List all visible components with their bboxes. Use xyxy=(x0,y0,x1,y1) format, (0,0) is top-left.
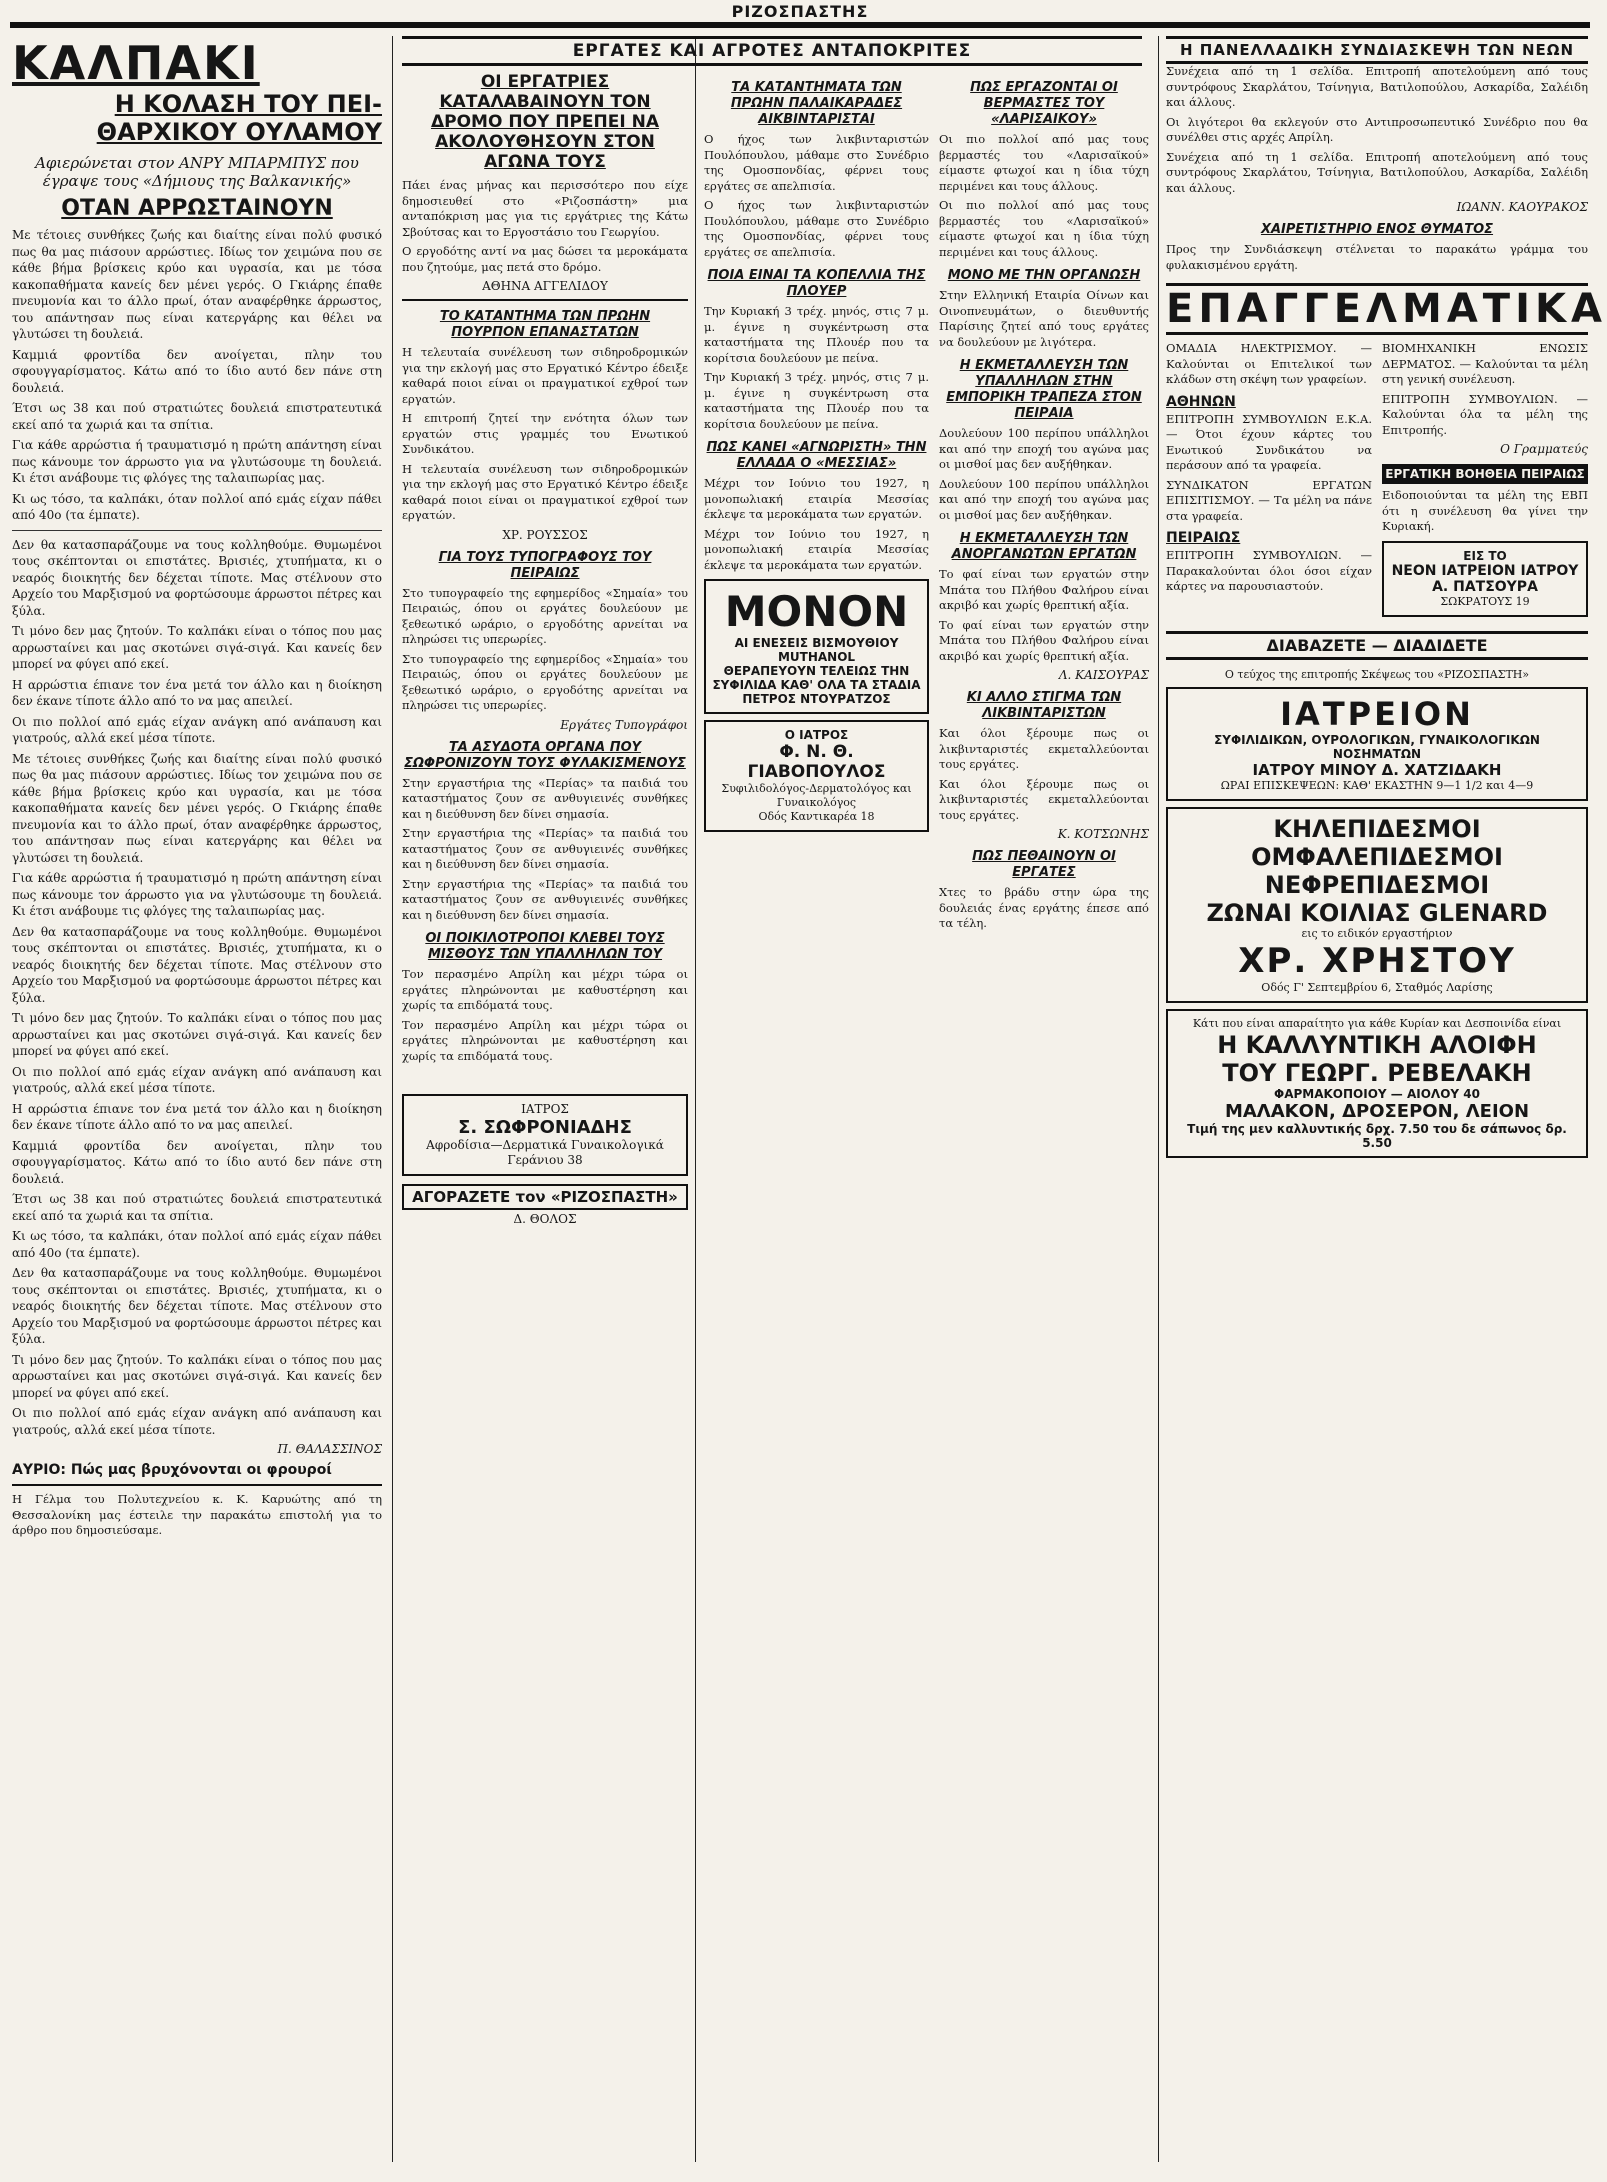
buy-rizospastis-note: ΑΓΟΡΑΖΕΤΕ τον «ΡΙΖΟΣΠΑΣΤΗ» xyxy=(402,1184,688,1210)
paragraph: Η τελευταία συνέλευση των σιδηροδρομικών για την εκλογή μας στο Εργατικό Κέντρο έδειξε καθαρά ποιοι είναι οι πραγματικοί εχθροί των εργατών. xyxy=(402,345,688,406)
divider xyxy=(12,530,382,531)
section-heading: ΟΤΑΝ ΑΡΡΩΣΤΑΙΝΟΥΝ xyxy=(61,196,333,221)
tomorrow-note: ΑΥΡΙΟ: Πώς μας βρυχόνονται οι φρουροί xyxy=(12,1462,332,1478)
article-headline: ΧΑΙΡΕΤΙΣΤΗΡΙΟ ΕΝΟΣ ΘΥΜΑΤΟΣ xyxy=(1260,222,1494,237)
paragraph: Δεν θα κατασπαράζουμε να τους κολληθούμε. Θυμωμένοι τους σκέπτονται οι επιστάτες. Βρισιές, χτυπήματα, κι ο νεαρός διοικητής δεν δέχεται τίποτε. Μας στέλνουν στο Αρχείο του Μαρξισμού να φορτώσουμε άρρωστοι πέτρες και ξύλα. xyxy=(12,924,382,1005)
notice: ΣΥΝΔΙΚΑΤΟΝ ΕΡΓΑΤΩΝ ΕΠΙΣΙΤΙΣΜΟΥ. — Τα μέλη να πάνε στα γραφεία. xyxy=(1166,477,1372,523)
ad-address: Οδός Γ' Σεπτεμβρίου 6, Σταθμός Λαρίσης xyxy=(1261,980,1493,994)
paragraph: Έτσι ως 38 και πού στρατιώτες δουλειά επιστρατευτικά εκεί από τα χωριά και τα σπίτια. xyxy=(12,401,382,432)
ad-line: ΖΩΝΑΙ ΚΟΙΛΙΑΣ GLENARD xyxy=(1206,898,1548,927)
paragraph: Τον περασμένο Απρίλη και μέχρι τώρα οι εργάτες πληρώνονται με καθυστέρηση και χωρίς τα επιδόματά τους. xyxy=(402,967,688,1012)
ad-title: ΤΟΥ ΓΕΩΡΓ. ΡΕΒΕΛΑΚΗ xyxy=(1222,1058,1532,1087)
column-kalpaki xyxy=(12,36,382,2172)
author-signature: Εργάτες Τυπογράφοι xyxy=(560,717,688,732)
notices-left xyxy=(1166,341,1372,623)
paragraph: Οι πιο πολλοί από εμάς είχαν ανάγκη από ανάπαυση και γιατρούς, αλλά εκεί μέσα τίποτε. xyxy=(12,1064,382,1095)
ad-price: Τιμή της μεν καλλυντικής δρχ. 7.50 του δε σάπωνος δρ. 5.50 xyxy=(1187,1121,1567,1150)
professional-notices-title: ΕΠΑΓΓΕΛΜΑΤΙΚΑ xyxy=(1166,283,1588,335)
article-headline: ΤΑ ΑΣΥΔΟΤΑ ΟΡΓΑΝΑ ΠΟΥ ΣΩΦΡΟΝΙΖΟΥΝ ΤΟΥΣ ΦΥΛΑΚΙΣΜΕΝΟΥΣ xyxy=(404,739,686,771)
ad-line: ΟΜΦΑΛΕΠΙΔΕΣΜΟΙ xyxy=(1251,842,1503,871)
paragraph: Ο ήχος των λικβινταριστών Πουλόπουλου, μάθαμε στο Συνέδριο της Ομοσπονδίας, φέρνει τους εργάτες σε απελπισία. xyxy=(704,198,929,259)
column-rule xyxy=(1158,36,1159,2162)
ad-subtitle: ΑΙ ΕΝΕΣΕΙΣ ΒΙΣΜΟΥΘΙΟΥ MUTHANOL xyxy=(734,636,899,664)
article-headline: ΠΩΣ ΠΕΘΑΙΝΟΥΝ ΟΙ ΕΡΓΑΤΕΣ xyxy=(972,849,1116,880)
ad-title: Σ. ΣΩΦΡΟΝΙΑΔΗΣ xyxy=(458,1117,632,1138)
paragraph: Το φαί είναι των εργατών στην Μπάτα του Πλήθου Φαλήρου είναι ακριβό και χωρίς θρεπτική αξία. xyxy=(939,617,1149,663)
article-headline: ΚΙ ΑΛΛΟ ΣΤΙΓΜΑ ΤΩΝ ΛΙΚΒΙΝΤΑΡΙΣΤΩΝ xyxy=(966,690,1122,721)
author-signature: ΧΡ. ΡΟΥΣΣΟΣ xyxy=(502,527,588,542)
paragraph: Για κάθε αρρώστια ή τραυματισμό η πρώτη απάντηση είναι πως κάνουμε τον άρρωστο για να γλυτώσουμε τη δουλειά. Κι έτσι ανάβουμε τις φλόγες της ταλαιπωρίας μας. xyxy=(12,871,382,918)
ad-agent: ΠΕΤΡΟΣ ΝΤΟΥΡΑΤΖΟΣ xyxy=(742,692,891,706)
muthanol-ad xyxy=(704,579,929,714)
paragraph: Την Κυριακή 3 τρέχ. μηνός, στις 7 μ. μ. έγινε η συγκέντρωση στα καταστήματα της Πλουέρ που τα κορίτσια δουλεύουν με πείνα. xyxy=(704,304,929,365)
paragraph: Την Κυριακή 3 τρέχ. μηνός, στις 7 μ. μ. έγινε η συγκέντρωση στα καταστήματα της Πλουέρ που τα κορίτσια δουλεύουν με πείνα. xyxy=(704,370,929,431)
ad-text: εις το ειδικόν εργαστήριον xyxy=(1301,926,1453,940)
article-headline: ΠΩΣ ΕΡΓΑΖΟΝΤΑΙ ΟΙ ΒΕΡΜΑΣΤΕΣ ΤΟΥ «ΛΑΡΙΣΑΙΚΟΥ» xyxy=(970,80,1118,127)
paragraph: Καμμιά φροντίδα δεν ανοίγεται, πλην του σφουγγαρίσματος. Κάτω από το ίδιο αυτό δεν πάνε στη δουλειά. xyxy=(12,347,382,395)
hatzidakis-clinic-ad xyxy=(1166,687,1588,801)
ad-address: Οδός Καντικαρέα 18 xyxy=(758,810,875,823)
masthead-title: ΡΙΖΟΣΠΑΣΤΗΣ xyxy=(722,2,879,21)
article-headline: ΠΩΣ ΚΑΝΕΙ «ΑΓΝΩΡΙΣΤΗ» ΤΗΝ ΕΛΛΑΔΑ Ο «ΜΕΣΣΙΑΣ» xyxy=(706,440,927,471)
doctor-ad-sofroniadis xyxy=(402,1094,688,1176)
paragraph: Καμμιά φροντίδα δεν ανοίγεται, πλην του σφουγγαρίσματος. Κάτω από το ίδιο αυτό δεν πάνε στη δουλειά. xyxy=(12,1138,382,1186)
divider xyxy=(12,1484,382,1486)
paragraph: Με τέτοιες συνθήκες ζωής και διαίτης είναι πολύ φυσικό πως θα μας πιάσουν αρρώστιες. Ιδίως τον χειμώνα που σε κάθε βήμα βρίσκεις κρύο και υγρασία, και με τόσα κακοπαθήματα κανείς δεν μένει γερός. Ο Γκιάρης έπαθε πνευμονία και το άλλο πρωί, όταν αναφέρθηκε άρρωστος, του απάντησαν πως είναι κατεργάρης και θέλει να γλυτώσει τη δουλειά. xyxy=(12,751,382,865)
ad-label: ΕΙΣ ΤΟ xyxy=(1463,548,1507,563)
paragraph: Δουλεύουν 100 περίπου υπάλληλοι και από την εποχή του αγώνα μας οι μισθοί μας δεν αυξήθηκαν. xyxy=(939,476,1149,522)
masthead xyxy=(10,0,1590,28)
column-rule xyxy=(392,36,393,2162)
paragraph: Η Γέλμα του Πολυτεχνείου κ. Κ. Καρυώτης από τη Θεσσαλονίκη μας έστειλε την παρακάτω επιστολή για το άρθρο που δημοσιεύσαμε. xyxy=(12,1492,382,1537)
subcolumn-left xyxy=(704,72,929,936)
ad-label: Ο ΙΑΤΡΟΣ xyxy=(784,728,849,742)
paragraph: Δεν θα κατασπαράζουμε να τους κολληθούμε. Θυμωμένοι τους σκέπτονται οι επιστάτες. Βρισιές, χτυπήματα, κι ο νεαρός διοικητής δεν δέχεται τίποτε. Μας στέλνουν στο Αρχείο του Μαρξισμού να φορτώσουμε άρρωστοι πέτρες και ξύλα. xyxy=(12,1266,382,1346)
paragraph: Με τέτοιες συνθήκες ζωής και διαίτης είναι πολύ φυσικό πως θα μας πιάσουν αρρώστιες. Ιδίως τον χειμώνα που σε κάθε βήμα βρίσκεις κρύο και υγρασία, και με τόσα κακοπαθήματα κανείς δεν μένει γερός. Ο Γκιάρης έπαθε πνευμονία και το άλλο πρωί, όταν αναφέρθηκε άρρωστος, του απάντησαν πως είναι κατεργάρης και θέλει να γλυτώσει τη δουλειά. xyxy=(12,228,382,341)
ad-line: ΝΕΦΡΕΠΙΔΕΣΜΟΙ xyxy=(1264,870,1490,899)
divider xyxy=(402,299,688,301)
article-headline: ΤΑ ΚΑΤΑΝΤΗΜΑΤΑ ΤΩΝ ΠΡΩΗΝ ΠΑΛΑΙΚΑΡΑΔΕΣ ΑΙΚΒΙΝΤΑΡΙΣΤΑΙ xyxy=(730,80,903,127)
paragraph: Έτσι ως 38 και πού στρατιώτες δουλειά επιστρατευτικά εκεί από τα χωριά και τα σπίτια. xyxy=(12,1192,382,1223)
section-piraeus: ΠΕΙΡΑΙΩΣ xyxy=(1166,530,1241,546)
read-spread-banner: ΔΙΑΒΑΖΕΤΕ — ΔΙΑΔΙΔΕΤΕ xyxy=(1166,631,1588,660)
ad-subtitle: ΣΥΦΙΛΙΔΙΚΩΝ, ΟΥΡΟΛΟΓΙΚΩΝ, ΓΥΝΑΙΚΟΛΟΓΙΚΩΝ ΝΟΣΗΜΑΤΩΝ xyxy=(1214,732,1540,761)
paragraph: Στην εργαστήρια της «Περίας» τα παιδιά του καταστήματος ζουν σε ανθυγιεινές συνθήκες και η διεύθυνση δεν δίνει σημασία. xyxy=(402,826,688,871)
paragraph: Στην εργαστήρια της «Περίας» τα παιδιά του καταστήματος ζουν σε ανθυγιεινές συνθήκες και η διεύθυνση δεν δίνει σημασία. xyxy=(402,775,688,821)
article-headline: ΓΙΑ ΤΟΥΣ ΤΥΠΟΓΡΑΦΟΥΣ ΤΟΥ ΠΕΙΡΑΙΩΣ xyxy=(438,549,652,581)
ad-text: Συφιλιδολόγος-Δερματολόγος και Γυναικολόγος xyxy=(721,782,912,809)
notice: ΕΠΙΤΡΟΠΗ ΣΥΜΒΟΥΛΙΩΝ. — Καλούνται όλα τα μέλη της Επιτροπής. xyxy=(1382,391,1588,437)
paragraph: Οι πιο πολλοί από εμάς είχαν ανάγκη από ανάπαυση και γιατρούς, αλλά εκεί μέσα τίποτε. xyxy=(12,1406,382,1437)
article-headline: ΠΟΙΑ ΕΙΝΑΙ ΤΑ ΚΟΠΕΛΛΙΑ ΤΗΣ ΠΛΟΥΕΡ xyxy=(707,268,926,299)
paragraph: Δεν θα κατασπαράζουμε να τους κολληθούμε. Θυμωμένοι τους σκέπτονται οι επιστάτες. Βρισιές, χτυπήματα, κι ο νεαρός διοικητής δεν δέχεται τίποτε. Μας στέλνουν στο Αρχείο του Μαρξισμού να φορτώσουμε άρρωστοι πέτρες και ξύλα. xyxy=(12,537,382,618)
author-signature: ΑΘΗΝΑ ΑΓΓΕΛΙΔΟΥ xyxy=(482,279,608,293)
paragraph: Οι πιο πολλοί από μας τους βερμαστές του «Λαρισαϊκού» είμαστε φτωχοί και η ίδια τύχη περιμένει και τους άλλους. xyxy=(939,198,1149,259)
paragraph: Οι λιγότεροι θα εκλεγούν στο Αντιπροσωπευτικό Συνέδριο που θα συνέλθει στις αρχές Απρίλη. xyxy=(1166,114,1588,144)
paragraph: Η αρρώστια έπιανε τον ένα μετά τον άλλο και η διοίκηση δεν έκανε τίποτε άλλο από το να μας απειλεί. xyxy=(12,677,382,708)
paragraph: Η τελευταία συνέλευση των σιδηροδρομικών για την εκλογή μας στο Εργατικό Κέντρο έδειξε καθαρά ποιοι είναι οι πραγματικοί εχθροί των εργατών. xyxy=(402,461,688,522)
notice: ΟΜΑΔΙΑ ΗΛΕΚΤΡΙΣΜΟΥ. — Καλούνται οι Επιτελικοί των κλάδων στη σκέψη των γραφείων. xyxy=(1166,341,1372,386)
article-headline: ΟΙ ΕΡΓΑΤΡΙΕΣ ΚΑΤΑΛΑΒΑΙΝΟΥΝ ΤΟΝ ΔΡΟΜΟ ΠΟΥ ΠΡΕΠΕΙ ΝΑ ΑΚΟΛΟΥΘΗΣΟΥΝ ΣΤΟΝ ΑΓΩΝΑ ΤΟΥΣ xyxy=(430,72,660,172)
paragraph: Τι μόνο δεν μας ζητούν. Το καλπάκι είναι ο τόπος που μας αρρωσταίνει και μας σκοτώνει σιγά-σιγά. Και κανείς δεν μπορεί να φύγει από εκεί. xyxy=(12,624,382,671)
ad-address: ΣΩΚΡΑΤΟΥΣ 19 xyxy=(1440,594,1530,608)
ad-text: Κάτι που είναι απαραίτητο για κάθε Κυρίαν και Δεσποινίδα είναι xyxy=(1192,1016,1562,1030)
section-banner: ΕΡΓΑΤΕΣ ΚΑΙ ΑΓΡΟΤΕΣ ΑΝΤΑΠΟΚΡΙΤΕΣ xyxy=(402,36,1142,66)
notice: Ειδοποιούνται τα μέλη της ΕΒΠ ότι η συνέλευση θα γίνει την Κυριακή. xyxy=(1382,488,1588,533)
author-signature: Π. ΘΑΛΑΣΣΙΝΟΣ xyxy=(277,1442,382,1456)
paragraph: Μέχρι τον Ιούνιο του 1927, η μονοπωλιακή εταιρία Μεσσίας έκλεψε τα μεροκάματα των εργατών. xyxy=(704,476,929,521)
paragraph: Για κάθε αρρώστια ή τραυματισμό η πρώτη απάντηση είναι πως κάνουμε τον άρρωστο για να γλυτώσουμε τη δουλειά. Κι έτσι ανάβουμε τις φλόγες της ταλαιπωρίας μας. xyxy=(12,438,382,485)
paragraph: Τι μόνο δεν μας ζητούν. Το καλπάκι είναι ο τόπος που μας αρρωσταίνει και μας σκοτώνει σιγά-σιγά. Και κανείς δεν μπορεί να φύγει από εκεί. xyxy=(12,1011,382,1058)
author-signature: Δ. ΘΟΛΟΣ xyxy=(513,1212,577,1226)
column-rule xyxy=(695,36,696,2162)
ad-title: ΝΕΟΝ ΙΑΤΡΕΙΟΝ ΙΑΤΡΟΥ Α. ΠΑΤΣΟΥΡΑ xyxy=(1391,562,1579,595)
subcolumn-right xyxy=(939,72,1149,936)
paragraph: Και όλοι ξέρουμε πως οι λικβινταριστές εκμεταλλεύονται τους εργάτες. xyxy=(939,726,1149,771)
column-workers xyxy=(704,72,1149,2172)
author-signature: Κ. ΚΟΤΣΩΝΗΣ xyxy=(1057,827,1149,841)
paragraph: Στο τυπογραφείο της εφημερίδος «Σημαία» του Πειραιώς, όπου οι εργάτες δουλεύουν με ξεθεωτικό ωράριο, ο εργοδότης αρνείται να πληρώσει τις υπερωρίες. xyxy=(402,585,688,646)
ad-slogan: ΜΑΛΑΚΟΝ, ΔΡΟΣΕΡΟΝ, ΛΕΙΟΝ xyxy=(1224,1100,1530,1122)
notices-right xyxy=(1382,341,1588,623)
article-headline: Η ΕΚΜΕΤΑΛΛΕΥΣΗ ΤΩΝ ΥΠΑΛΛΗΛΩΝ ΣΤΗΝ ΕΜΠΟΡΙΚΗ ΤΡΑΠΕΖΑ ΣΤΟΝ ΠΕΙΡΑΙΑ xyxy=(946,358,1142,421)
ad-title: Φ. Ν. Θ. ΓΙΑΒΟΠΟΥΛΟΣ xyxy=(747,742,886,782)
ad-text: Ο τεύχος της επιτροπής Σκέψεως του «ΡΙΖΟΣΠΑΣΤΗ» xyxy=(1224,667,1530,681)
article-headline: ΤΟ ΚΑΤΑΝΤΗΜΑ ΤΩΝ ΠΡΩΗΝ ΠΟΥΡΠΟΝ ΕΠΑΝΑΣΤΑΤΩΝ xyxy=(439,309,651,340)
paragraph: Η επιτροπή ζητεί την ενότητα όλων των εργατών στις γραμμές του Ενωτικού Συνδικάτου. xyxy=(402,411,688,456)
column-split xyxy=(704,72,1149,936)
dedication: Αφιερώνεται στον ΑΝΡΥ ΜΠΑΡΜΠΥΣ που έγραψε τους «Δήμιους της Βαλκανικής» xyxy=(35,154,359,190)
author-signature: Λ. ΚΑΙΣΟΥΡΑΣ xyxy=(1058,668,1149,682)
ad-text: ΘΕΡΑΠΕΥΟΥΝ ΤΕΛΕΙΩΣ ΤΗΝ ΣΥΦΙΛΙΔΑ ΚΑΘ' ΟΛΑ ΤΑ ΣΤΑΔΙΑ xyxy=(712,664,921,692)
article-headline: Η ΠΑΝΕΛΛΑΔΙΚΗ ΣΥΝΔΙΑΣΚΕΨΗ ΤΩΝ ΝΕΩΝ xyxy=(1166,36,1588,64)
section-athens: ΑΘΗΝΩΝ xyxy=(1166,393,1236,410)
paragraph: Μέχρι τον Ιούνιο του 1927, η μονοπωλιακή εταιρία Μεσσίας έκλεψε τα μεροκάματα των εργατών. xyxy=(704,526,929,572)
author-signature: Ο Γραμματεύς xyxy=(1500,442,1588,456)
paragraph: Ο ήχος των λικβινταριστών Πουλόπουλου, μάθαμε στο Συνέδριο της Ομοσπονδίας, φέρνει τους εργάτες σε απελπισία. xyxy=(704,132,929,193)
article-headline: ΜΟΝΟ ΜΕ ΤΗΝ ΟΡΓΑΝΩΣΗ xyxy=(947,268,1141,283)
paragraph: Στο τυπογραφείο της εφημερίδος «Σημαία» του Πειραιώς, όπου οι εργάτες δουλεύουν με ξεθεωτικό ωράριο, ο εργοδότης αρνείται να πληρώσει τις υπερωρίες. xyxy=(402,651,688,712)
paragraph: Η αρρώστια έπιανε τον ένα μετά τον άλλο και η διοίκηση δεν έκανε τίποτε άλλο από το να μας απειλεί. xyxy=(12,1101,382,1132)
author-signature: ΙΩΑΝΝ. ΚΑΟΥΡΑΚΟΣ xyxy=(1456,200,1588,214)
notices-split xyxy=(1166,341,1588,623)
article-headline: ΟΙ ΠΟΙΚΙΛΟΤΡΟΠΟΙ ΚΛΕΒΕΙ ΤΟΥΣ ΜΙΣΘΟΥΣ ΤΩΝ ΥΠΑΛΛΗΛΩΝ ΤΟΥ xyxy=(425,931,665,962)
ad-title: ΙΑΤΡΕΙΟΝ xyxy=(1280,694,1474,733)
revelakis-ointment-ad xyxy=(1166,1009,1588,1158)
workers-aid-box: ΕΡΓΑΤΙΚΗ ΒΟΗΘΕΙΑ ΠΕΙΡΑΙΩΣ xyxy=(1382,464,1588,484)
paragraph: Κι ως τόσο, τα καλπάκι, όταν πολλοί από εμάς είχαν πάθει από 40ο (τα έμπατε). xyxy=(12,491,382,522)
paragraph: Οι πιο πολλοί από μας τους βερμαστές του «Λαρισαϊκού» είμαστε φτωχοί και η ίδια τύχη περιμένει και τους άλλους. xyxy=(939,132,1149,193)
paragraph: Στην εργαστήρια της «Περίας» τα παιδιά του καταστήματος ζουν σε ανθυγιεινές συνθήκες και η διεύθυνση δεν δίνει σημασία. xyxy=(402,876,688,922)
notice: ΒΙΟΜΗΧΑΝΙΚΗ ΕΝΩΣΙΣ ΔΕΡΜΑΤΟΣ. — Καλούνται τα μέλη στη γενική συνέλευση. xyxy=(1382,341,1588,386)
paragraph: Ο εργοδότης αντί να μας δώσει τα μεροκάματα που ζητούμε, μας πετά στο δρόμο. xyxy=(402,244,688,274)
ad-address: ΦΑΡΜΑΚΟΠΟΙΟΥ — ΑΙΟΛΟΥ 40 xyxy=(1274,1086,1480,1101)
ad-text: Αφροδίσια—Δερματικά Γυναικολογικά xyxy=(426,1138,664,1152)
paragraph: Συνέχεια από τη 1 σελίδα. Επιτροπή αποτελούμενη από τους συντρόφους Σκαρλάτου, Τσίνηγια, Βατιλοπούλου, Ασκαρίδα, Σαλέιδη και άλλους. xyxy=(1166,64,1588,109)
paragraph: Και όλοι ξέρουμε πως οι λικβινταριστές εκμεταλλεύονται τους εργάτες. xyxy=(939,776,1149,822)
column-right xyxy=(1166,36,1607,2172)
paragraph: Οι πιο πολλοί από εμάς είχαν ανάγκη από ανάπαυση και γιατρούς, αλλά εκεί μέσα τίποτε. xyxy=(12,714,382,745)
new-clinic-ad xyxy=(1382,541,1588,617)
paragraph: Δουλεύουν 100 περίπου υπάλληλοι και από την εποχή του αγώνα μας οι μισθοί μας δεν αυξήθηκαν. xyxy=(939,426,1149,471)
doctor-ad-giavopoulos xyxy=(704,720,929,832)
paragraph: Προς την Συνδιάσκεψη στέλνεται το παρακάτω γράμμα του φυλακισμένου εργάτη. xyxy=(1166,242,1588,272)
paragraph: Πάει ένας μήνας και περισσότερο που είχε δημοσιευθεί στο «Ριζοσπάστη» μια ανταπόκριση μας για τις εργάτριες της Κάτω Σβούτσας και το Εργοστάσιο του Γεωργίου. xyxy=(402,178,688,239)
bandages-ad xyxy=(1166,807,1588,1003)
notice: ΕΠΙΤΡΟΠΗ ΣΥΜΒΟΥΛΙΩΝ Ε.Κ.Α. — Ότοι έχουν κάρτες του Ενωτικού Συνδικάτου να περάσουν από τα γραφεία. xyxy=(1166,411,1372,472)
article-title: ΚΑΛΠΑΚΙ xyxy=(12,36,260,90)
ad-title: ΜΟΝΟΝ xyxy=(724,587,909,636)
notice: ΕΠΙΤΡΟΠΗ ΣΥΜΒΟΥΛΙΩΝ. — Παρακαλούνται όλοι όσοι είχαν κάρτες να παρουσιαστούν. xyxy=(1166,548,1372,593)
paragraph: Συνέχεια από τη 1 σελίδα. Επιτροπή αποτελούμενη από τους συντρόφους Σκαρλάτου, Τσίνηγια, Βατιλοπούλου, Ασκαρίδα, Σαλέιδη και άλλους. xyxy=(1166,149,1588,195)
paragraph: Χτες το βράδυ στην ώρα της δουλειάς ένας εργάτης έπεσε από τα τέλη. xyxy=(939,885,1149,930)
paragraph: Τον περασμένο Απρίλη και μέχρι τώρα οι εργάτες πληρώνονται με καθυστέρηση και χωρίς τα επιδόματά τους. xyxy=(402,1017,688,1063)
ad-label: ΙΑΤΡΟΣ xyxy=(521,1102,569,1116)
paragraph: Στην Ελληνική Εταιρία Οίνων και Οινοπνευμάτων, ο διευθυντής Παρίσιης ζητεί από τους εργάτες να δουλεύουν με λιγότερα. xyxy=(939,288,1149,349)
ad-brand: ΧΡ. ΧΡΗΣΤΟΥ xyxy=(1238,940,1516,981)
ad-line: ΚΗΛΕΠΙΔΕΣΜΟΙ xyxy=(1273,814,1481,843)
ad-hours: ΩΡΑΙ ΕΠΙΣΚΕΨΕΩΝ: ΚΑΘ' ΕΚΑΣΤΗΝ 9—1 1/2 και 4—9 xyxy=(1220,778,1534,792)
paragraph: Κι ως τόσο, τα καλπάκι, όταν πολλοί από εμάς είχαν πάθει από 40ο (τα έμπατε). xyxy=(12,1229,382,1260)
ad-address: Γεράνιου 38 xyxy=(507,1153,583,1167)
ad-title: Η ΚΑΛΛΥΝΤΙΚΗ ΑΛΟΙΦΗ xyxy=(1217,1030,1537,1059)
paragraph: Το φαί είναι των εργατών στην Μπάτα του Πλήθου Φαλήρου είναι ακριβό και χωρίς θρεπτική αξία. xyxy=(939,567,1149,612)
article-headline: Η ΕΚΜΕΤΑΛΛΕΥΣΗ ΤΩΝ ΑΝΟΡΓΑΝΩΤΩΝ ΕΡΓΑΤΩΝ xyxy=(951,531,1137,562)
paragraph: Τι μόνο δεν μας ζητούν. Το καλπάκι είναι ο τόπος που μας αρρωσταίνει και μας σκοτώνει σιγά-σιγά. Και κανείς δεν μπορεί να φύγει από εκεί. xyxy=(12,1352,382,1400)
article-subtitle: Η ΚΟΛΑΣΗ ΤΟΥ ΠΕΙ-ΘΑΡΧΙΚΟΥ ΟΥΛΑΜΟΥ xyxy=(96,90,382,146)
ad-doctor-name: ΙΑΤΡΟΥ ΜΙΝΟΥ Δ. ΧΑΤΖΙΔΑΚΗ xyxy=(1252,760,1502,779)
